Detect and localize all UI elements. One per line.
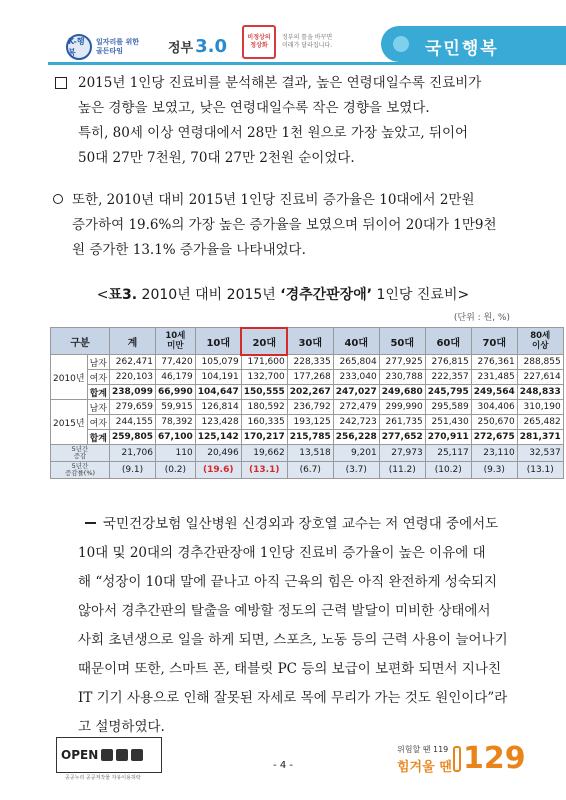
value-cell: 242,723 — [333, 415, 379, 430]
change-cell: 20,496 — [195, 445, 241, 462]
value-cell: 279,659 — [110, 400, 156, 415]
value-cell: 288,855 — [517, 355, 563, 370]
value-cell: 304,406 — [471, 400, 517, 415]
normalization-slogan-1: 정부의 틀을 바꾸면 — [282, 34, 333, 41]
value-cell: 248,833 — [517, 385, 563, 400]
rate-cell: (6.7) — [287, 462, 333, 479]
rate-label — [51, 462, 110, 479]
row-label: 남자 — [87, 400, 109, 415]
value-cell: 160,335 — [241, 415, 287, 430]
th-70s: 70대 — [471, 328, 517, 355]
th-10s: 10대 — [195, 328, 241, 355]
value-cell: 77,420 — [156, 355, 196, 370]
value-cell: 249,680 — [379, 385, 425, 400]
row-label: 합계 — [87, 385, 109, 400]
value-cell: 231,485 — [471, 370, 517, 385]
th-80plus — [517, 328, 563, 355]
para1-line1: 2015년 1인당 진료비를 분석해본 결과, 높은 연령대일수록 진료비가 — [78, 75, 482, 91]
value-cell: 170,217 — [241, 430, 287, 445]
change-cell: 32,537 — [517, 445, 563, 462]
value-cell: 132,700 — [241, 370, 287, 385]
para1-line4: 50대 27만 7천원, 70대 27만 2천원 순이었다. — [78, 150, 355, 166]
th-60s: 60대 — [425, 328, 471, 355]
value-cell: 227,614 — [517, 370, 563, 385]
para2-line1: 또한, 2010년 대비 2015년 1인당 진료비 증가율은 10대에서 2만원 — [72, 192, 475, 208]
value-cell: 215,785 — [287, 430, 333, 445]
row-label: 여자 — [87, 370, 109, 385]
value-cell: 150,555 — [241, 385, 287, 400]
th-50s: 50대 — [379, 328, 425, 355]
para3-line5: 사회 초년생으로 일을 하게 되면, 스포츠, 노동 등의 근력 사용이 늘어나기 — [78, 632, 508, 648]
hotline-label: 힘겨울 땐 — [397, 760, 452, 775]
value-cell: 233,040 — [333, 370, 379, 385]
table-header-row — [51, 328, 564, 355]
page-header — [0, 0, 566, 72]
value-cell: 228,335 — [287, 355, 333, 370]
value-cell: 67,100 — [156, 430, 196, 445]
open-license-label: OPEN — [61, 748, 99, 762]
change-cell: 110 — [156, 445, 196, 462]
checkbox-bullet-icon — [55, 77, 67, 89]
open-license-sub: 공공누리 공공저작물 자유이용허락 — [65, 775, 141, 781]
value-cell: 262,471 — [110, 355, 156, 370]
table-caption — [0, 284, 566, 304]
value-cell: 310,190 — [517, 400, 563, 415]
table-row — [51, 400, 564, 415]
th-30s: 30대 — [287, 328, 333, 355]
para3-line3: 해 “성장이 10대 말에 끝나고 아직 근육의 힘은 아직 완전하게 성숙되지 — [78, 574, 498, 590]
rate-row — [51, 462, 564, 479]
value-cell: 59,915 — [156, 400, 196, 415]
value-cell: 272,479 — [333, 400, 379, 415]
value-cell: 245,795 — [425, 385, 471, 400]
change-label-b: 증감 — [73, 452, 87, 460]
value-cell: 66,990 — [156, 385, 196, 400]
rate-cell: (3.7) — [333, 462, 379, 479]
value-cell: 177,268 — [287, 370, 333, 385]
value-cell: 220,103 — [110, 370, 156, 385]
change-row — [51, 445, 564, 462]
badge-label: 국민행복 — [425, 39, 499, 59]
change-cell: 9,201 — [333, 445, 379, 462]
value-cell: 277,925 — [379, 355, 425, 370]
caption-bold: ‘경추간판장애’ — [280, 287, 373, 303]
k-happiness-text-2: 골든타임 — [96, 47, 124, 55]
rate-cell: (9.3) — [471, 462, 517, 479]
rate-cell: (9.1) — [110, 462, 156, 479]
table-row — [51, 370, 564, 385]
phone-icon — [453, 746, 461, 772]
row-label: 남자 — [87, 355, 109, 370]
normalization-slogan-2: 미래가 달라집니다. — [282, 42, 333, 49]
rate-label-a: 5년간 — [71, 462, 89, 470]
value-cell: 171,600 — [241, 355, 287, 370]
value-cell: 251,430 — [425, 415, 471, 430]
value-cell: 244,155 — [110, 415, 156, 430]
caption-label: 표3. — [108, 287, 138, 303]
value-cell: 123,428 — [195, 415, 241, 430]
value-cell: 295,589 — [425, 400, 471, 415]
gov30-logo — [168, 36, 228, 60]
table-row — [51, 355, 564, 370]
y2015-year-cell: 2015년 — [51, 400, 88, 445]
gov30-logo-number: 3.0 — [195, 36, 228, 57]
th-category: 구분 — [51, 328, 110, 355]
row-label: 여자 — [87, 415, 109, 430]
rate-cell: (0.2) — [156, 462, 196, 479]
rate-cell: (10.2) — [425, 462, 471, 479]
value-cell: 126,814 — [195, 400, 241, 415]
k-happiness-logo — [66, 34, 164, 60]
caption-prefix: < — [96, 287, 109, 303]
value-cell: 250,670 — [471, 415, 517, 430]
value-cell: 236,792 — [287, 400, 333, 415]
caption-mid: 2010년 대비 2015년 — [137, 287, 281, 303]
value-cell: 180,592 — [241, 400, 287, 415]
value-cell: 281,371 — [517, 430, 563, 445]
value-cell: 256,228 — [333, 430, 379, 445]
value-cell: 46,179 — [156, 370, 196, 385]
rate-cell: (19.6) — [195, 462, 241, 479]
th-80plus-b: 이상 — [532, 341, 549, 351]
table-row — [51, 385, 564, 400]
value-cell: 259,805 — [110, 430, 156, 445]
k-happiness-text — [96, 38, 139, 56]
row-label: 합계 — [87, 430, 109, 445]
value-cell: 238,099 — [110, 385, 156, 400]
value-cell: 105,079 — [195, 355, 241, 370]
cost-table — [50, 327, 564, 479]
value-cell: 104,647 — [195, 385, 241, 400]
para3-line7: IT 기기 사용으로 인해 잘못된 자세로 목에 무리가 가는 것도 원인이다”라 — [78, 690, 508, 706]
change-cell: 19,662 — [241, 445, 287, 462]
change-label-a: 5년간 — [71, 445, 89, 453]
para2-line3: 원 증가한 13.1% 증가율을 나타내었다. — [72, 242, 306, 258]
normalization-slogan — [282, 34, 332, 50]
change-cell: 21,706 — [110, 445, 156, 462]
rate-cell: (13.1) — [517, 462, 563, 479]
para2-line2: 증가하여 19.6%의 가장 높은 증가율을 보였으며 뒤이어 20대가 1만9천 — [72, 217, 497, 233]
k-happiness-mark: K-행복 — [66, 34, 92, 60]
value-cell: 276,361 — [471, 355, 517, 370]
national-happiness-badge — [381, 26, 566, 62]
change-cell: 23,110 — [471, 445, 517, 462]
para3-line6: 때문이며 또한, 스마트 폰, 태블릿 PC 등의 보급이 보편화 되면서 지나친 — [78, 661, 502, 677]
value-cell: 247,027 — [333, 385, 379, 400]
change-cell: 27,973 — [379, 445, 425, 462]
badge-dot-icon — [393, 36, 409, 52]
value-cell: 299,990 — [379, 400, 425, 415]
value-cell: 265,804 — [333, 355, 379, 370]
th-80plus-a: 80세 — [530, 331, 551, 341]
value-cell: 78,392 — [156, 415, 196, 430]
hotline-small-text: 위험할 땐 119 — [397, 745, 449, 754]
th-under10 — [156, 328, 196, 355]
value-cell: 272,675 — [471, 430, 517, 445]
th-under10-b: 미만 — [167, 341, 184, 351]
value-cell: 265,482 — [517, 415, 563, 430]
dash-bullet-icon — [85, 522, 96, 524]
table-row — [51, 415, 564, 430]
k-happiness-text-1: 일자리를 위한 — [96, 38, 140, 46]
para3-line1: 국민건강보험 일산병원 신경외과 장호열 교수는 저 연령대 중에서도 — [103, 516, 499, 532]
value-cell: 193,125 — [287, 415, 333, 430]
th-40s: 40대 — [333, 328, 379, 355]
y2010-year-cell: 2010년 — [51, 355, 88, 400]
circle-bullet-icon — [53, 194, 63, 204]
change-label — [51, 445, 110, 462]
value-cell: 270,911 — [425, 430, 471, 445]
value-cell: 261,735 — [379, 415, 425, 430]
rate-cell: (11.2) — [379, 462, 425, 479]
value-cell: 222,357 — [425, 370, 471, 385]
value-cell: 249,564 — [471, 385, 517, 400]
para1-line3: 특히, 80세 이상 연령대에서 28만 1천 원으로 가장 높았고, 뒤이어 — [78, 125, 469, 141]
value-cell: 276,815 — [425, 355, 471, 370]
para1-line2: 높은 경향을 보였고, 낮은 연령대일수록 작은 경향을 보였다. — [78, 100, 430, 116]
normalization-mark: 비정상의 정상화 — [242, 25, 276, 59]
unit-note: (단위 : 원, %) — [453, 313, 510, 323]
value-cell: 202,267 — [287, 385, 333, 400]
para3-line8: 고 설명하였다. — [78, 719, 165, 735]
table-row — [51, 430, 564, 445]
para3-line4: 않아서 경추간판의 탈출을 예방할 정도의 근력 발달이 미비한 상태에서 — [78, 603, 491, 619]
header-divider — [48, 62, 566, 65]
rate-label-b: 증감률(%) — [64, 469, 96, 477]
value-cell: 230,788 — [379, 370, 425, 385]
change-cell: 13,518 — [287, 445, 333, 462]
hotline-number: 129 — [463, 741, 526, 776]
value-cell: 277,652 — [379, 430, 425, 445]
para3-line2: 10대 및 20대의 경추간판장애 1인당 진료비 증가율이 높은 이유에 대 — [78, 545, 486, 561]
hotline-129-logo — [397, 741, 526, 776]
value-cell: 104,191 — [195, 370, 241, 385]
caption-suffix: 1인당 진료비> — [372, 287, 470, 303]
th-total: 계 — [110, 328, 156, 355]
gov30-logo-text: 정부 — [168, 41, 194, 56]
th-under10-a: 10세 — [165, 331, 186, 341]
rate-cell: (13.1) — [241, 462, 287, 479]
normalization-logo — [242, 24, 342, 60]
value-cell: 125,142 — [195, 430, 241, 445]
page-number: - 4 - — [273, 760, 293, 771]
change-cell: 25,117 — [425, 445, 471, 462]
th-20s: 20대 — [241, 328, 287, 355]
